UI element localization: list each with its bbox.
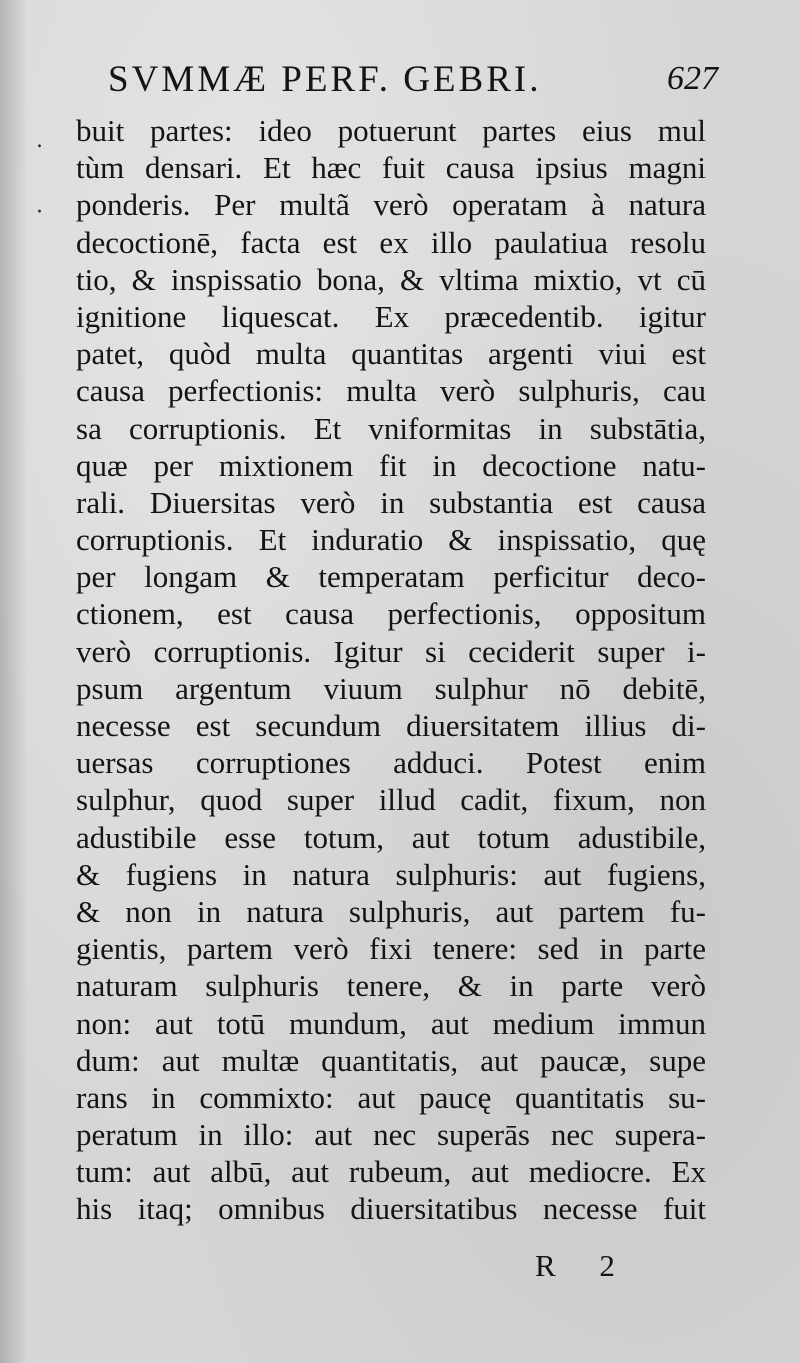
text-line: tùm densari. Et hæc fuit causa ipsius magni: [76, 150, 706, 186]
text-line: naturam sulphuris tenere, & in parte verò: [76, 968, 706, 1004]
margin-mark: .: [36, 128, 43, 153]
text-line: non: aut totū mundum, aut medium immun: [76, 1005, 706, 1041]
text-line: decoctionē, facta est ex illo paulatiua resolu: [76, 224, 706, 260]
text-line: adustibile esse totum, aut totum adustibile,: [76, 819, 706, 855]
text-line: gientis, partem verò fixi tenere: sed in parte: [76, 931, 706, 967]
text-line: tio, & inspissatio bona, & vltima mixtio, vt cū: [76, 261, 706, 297]
page-number: 627: [667, 60, 718, 97]
text-line: dum: aut multæ quantitatis, aut paucæ, supe: [76, 1042, 706, 1078]
signature-mark: R 2: [535, 1248, 633, 1283]
text-line: patet, quòd multa quantitas argenti viui est: [76, 336, 706, 372]
text-line: his itaq; omnibus diuersitatibus necesse fuit: [76, 1191, 706, 1227]
text-line: per longam & temperatam perficitur deco-: [76, 559, 706, 595]
text-line: sa corruptionis. Et vniformitas in substātia,: [76, 410, 706, 446]
text-line: causa perfectionis: multa verò sulphuris, cau: [76, 373, 706, 409]
text-line: rali. Diuersitas verò in substantia est causa: [76, 484, 706, 520]
running-title: SVMMÆ PERF. GEBRI.: [108, 59, 542, 100]
text-line: verò corruptionis. Igitur si ceciderit super i-: [76, 633, 706, 669]
text-line: quæ per mixtionem fit in decoctione natu-: [76, 447, 706, 483]
body-text: [76, 112, 706, 1228]
text-line: tum: aut albū, aut rubeum, aut mediocre. Ex: [76, 1154, 706, 1190]
text-line: peratum in illo: aut nec superās nec supera-: [76, 1117, 706, 1153]
text-line: ctionem, est causa perfectionis, oppositum: [76, 596, 706, 632]
text-line: corruptionis. Et induratio & inspissatio, quę: [76, 522, 706, 558]
text-line: rans in commixto: aut paucę quantitatis su-: [76, 1079, 706, 1115]
text-line: necesse est secundum diuersitatem illius di-: [76, 708, 706, 743]
text-line: ponderis. Per multã verò operatam à natura: [76, 187, 706, 223]
text-line: & non in natura sulphuris, aut partem fu-: [76, 893, 706, 929]
text-line: buit partes: ideo potuerunt partes eius mul: [76, 113, 706, 148]
text-line: ignitione liquescat. Ex præcedentib. igitur: [76, 298, 706, 334]
text-line: & fugiens in natura sulphuris: aut fugiens,: [76, 856, 706, 892]
text-line: sulphur, quod super illud cadit, fixum, non: [76, 782, 706, 818]
page-gutter-shadow: [0, 0, 28, 1363]
page-header: [108, 58, 718, 108]
text-line: uersas corruptiones adduci. Potest enim: [76, 745, 706, 781]
margin-mark: ·: [36, 200, 43, 225]
text-line: psum argentum viuum sulphur nō debitē,: [76, 670, 706, 706]
